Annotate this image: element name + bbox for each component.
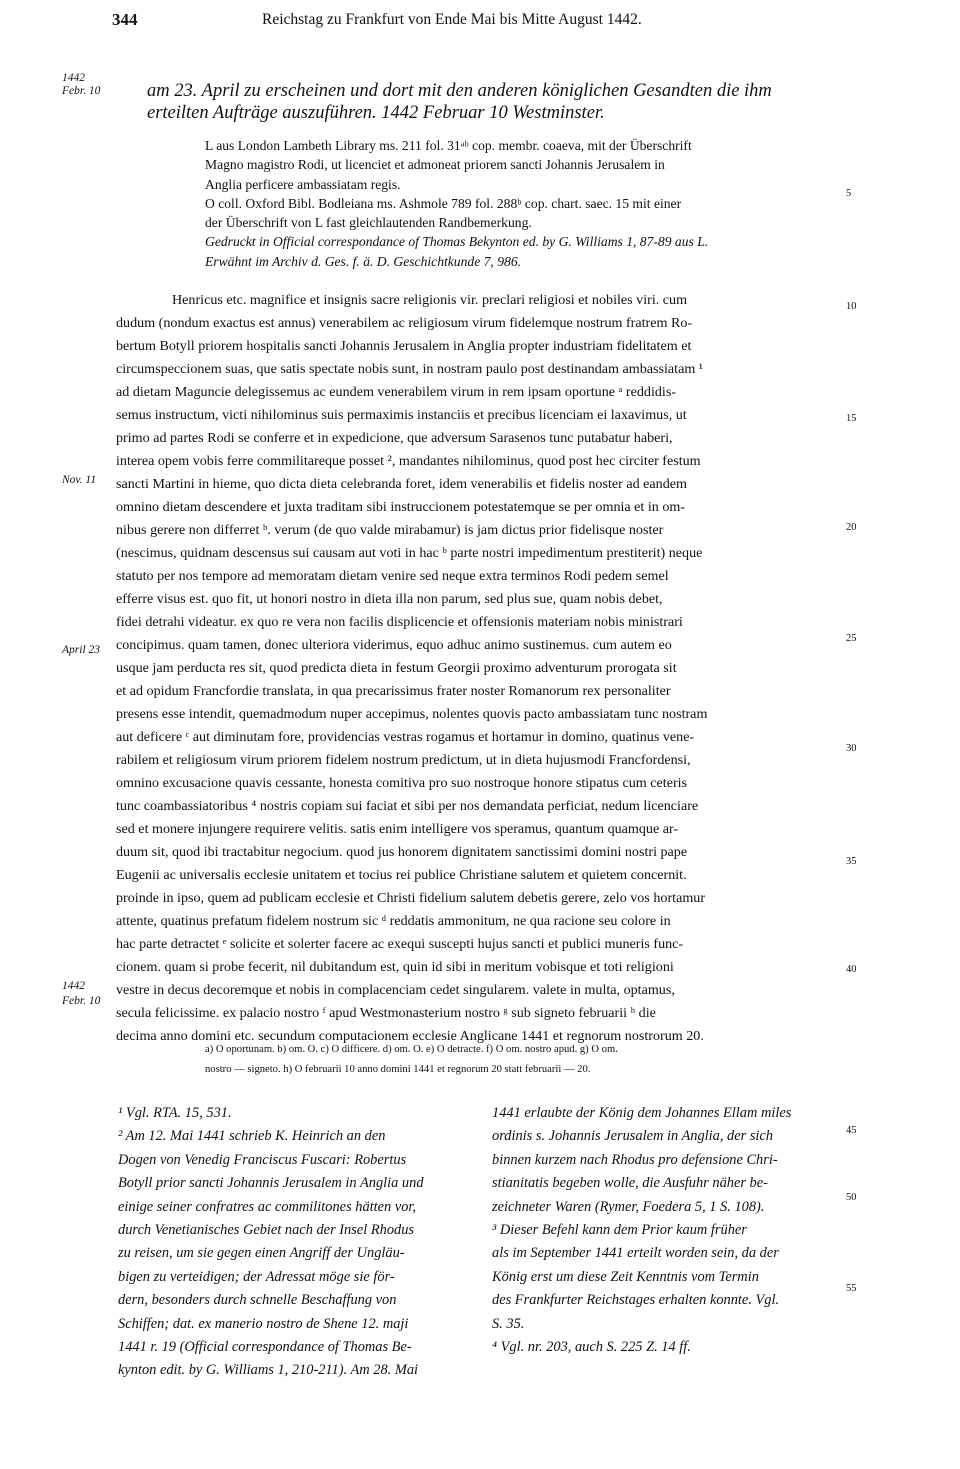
text-line: interea opem vobis ferre commilitareque posset ², mandantes nihilominus, quod post hec circiter festum xyxy=(116,453,701,469)
footnote-line: zu reisen, um sie gegen einen Angriff der Ungläu- xyxy=(118,1245,405,1262)
text-line: presens esse intendit, quemadmodum nuper accepimus, nolentes quovis pacto ambassiatam tunc nostram xyxy=(116,706,708,722)
text-line: bertum Botyll priorem hospitalis sancti Johannis Jerusalem in Anglia propter industriam fidelitatem et xyxy=(116,338,692,354)
margin-date: Febr. 10 xyxy=(62,85,101,97)
text-line: usque jam perducta res sit, quod predicta dieta in festum Georgii proximo adventurum prorogata sit xyxy=(116,660,677,676)
footnotes-left-column xyxy=(118,1102,478,1383)
footnote-line: kynton edit. by G. Williams 1, 210-211). Am 28. Mai xyxy=(118,1362,419,1379)
text-line: statuto per nos tempore ad memoratam dietam venire sed neque extra terminos Rodi pedem semel xyxy=(116,568,669,584)
footnote-line: Dogen von Venedig Franciscus Fuscari: Robertus xyxy=(118,1151,407,1168)
text-line: omnino excusacione quavis cessante, honesta comitiva pro suo nostroque honore stipatus cum ceteris xyxy=(116,775,688,791)
text-line: concipimus. quam tamen, donec ulteriora viderimus, equo adhuc animo sustinemus. cum autem eo xyxy=(116,637,672,653)
text-line: secula felicissime. ex palacio nostro ᶠ apud Westmonasterium nostro ᵍ sub signeto februarii ʰ die xyxy=(116,1005,656,1021)
page-number: 344 xyxy=(112,10,138,29)
summary-line: am 23. April zu erscheinen und dort mit den anderen königlichen Gesandten die ihm xyxy=(147,81,772,101)
document-summary xyxy=(147,80,847,124)
footnote-line: einige seiner confratres ac commilitones hätten vor, xyxy=(118,1198,417,1215)
running-title: Reichstag zu Frankfurt von Ende Mai bis Mitte August 1442. xyxy=(262,11,642,28)
text-line: (nescimus, quidnam descensus sui causam aut voti in hac ᵇ parte nostri impedimentum prestiterit) neque xyxy=(116,545,703,561)
text-line: semus instructum, victi nihilominus suis permaximis instanciis et precibus licenciam ei laxavimus, ut xyxy=(116,407,687,423)
footnote-line: ² Am 12. Mai 1441 schrieb K. Heinrich an den xyxy=(118,1128,386,1145)
text-line: circumspeccionem suas, que satis spectate nobis sunt, in nostram paulo post destinandam ambassiatam ¹ xyxy=(116,361,704,377)
text-line: Eugenii ac universalis ecclesie unitatem et tocius rei publice Christiane salutem et quietem concernit. xyxy=(116,867,687,883)
source-line: Gedruckt in Official correspondance of Thomas Bekynton ed. by G. Williams 1, 87-89 aus L. xyxy=(205,234,709,250)
summary-line: erteilten Aufträge auszuführen. 1442 Februar 10 Westminster. xyxy=(147,103,605,123)
footnote-line: ¹ Vgl. RTA. 15, 531. xyxy=(118,1105,232,1121)
line-number: 35 xyxy=(846,856,857,867)
line-number: 25 xyxy=(846,633,857,644)
line-number: 45 xyxy=(846,1125,857,1136)
text-line: tunc coambassiatoribus ⁴ nostris copiam sui faciat et sibi per nos demandata perficiat, nedum licenciare xyxy=(116,798,699,814)
line-number: 20 xyxy=(846,522,857,533)
footnote-line: Schiffen; dat. ex manerio nostro de Shene 12. maji xyxy=(118,1315,409,1332)
margin-date: 1442 xyxy=(62,980,85,992)
text-line: Henricus etc. magnifice et insignis sacre religionis vir. preclari religiosi et nobiles viri. cum xyxy=(172,292,688,308)
text-line: attente, quatinus prefatum fidelem nostrum sic ᵈ reddatis ammonitum, ne qua racione seu colore in xyxy=(116,913,671,929)
footnote-line: S. 35. xyxy=(492,1315,525,1332)
footnote-line: zeichneter Waren (Rymer, Foedera 5, 1 S. 108). xyxy=(492,1198,765,1215)
footnote-line: 1441 erlaubte der König dem Johannes Ellam miles xyxy=(492,1105,792,1121)
apparatus-line: nostro — signeto. h) O februarii 10 anno domini 1441 et regnorum 20 statt februarii — 20. xyxy=(205,1064,591,1075)
text-line: primo ad partes Rodi se conferre et in expedicione, que adversum Sarasenos tunc putabatur haberi, xyxy=(116,430,673,446)
footnote-line: des Frankfurter Reichstages erhalten konnte. Vgl. xyxy=(492,1292,780,1309)
footnote-line: König erst um diese Zeit Kenntnis vom Termin xyxy=(492,1268,759,1285)
text-line: sancti Martini in hieme, quo dicta dieta celebranda foret, idem venerabilis et fidelis noster ad eandem xyxy=(116,476,687,492)
text-line: aut deficere ᶜ aut diminutam fore, providencias vestras rogamus et hortamur in domino, quatinus vene- xyxy=(116,729,695,745)
text-line: rabilem et religiosum virum priorem fidelem nostrum predictum, ut in dieta hujusmodi Francfordensi, xyxy=(116,752,691,768)
source-description xyxy=(205,136,845,271)
text-line: ad dietam Maguncie delegissemus ac eundem venerabilem virum in rem ipsam oportune ᵃ reddidis- xyxy=(116,384,676,400)
margin-date: April 23 xyxy=(62,644,101,656)
line-number: 5 xyxy=(846,188,852,199)
footnote-line: ordinis s. Johannis Jerusalem in Anglia, der sich xyxy=(492,1128,774,1145)
page-header xyxy=(0,10,960,40)
text-line: hac parte detractet ᵉ solicite et solerter facere ac exequi suscepti hujus sancti et publici muneris func- xyxy=(116,936,684,952)
line-number: 55 xyxy=(846,1283,857,1294)
text-line: decima anno domini etc. secundum computacionem ecclesie Anglicane 1441 et regnorum nostrorum 20. xyxy=(116,1028,704,1044)
margin-date: Nov. 11 xyxy=(62,474,97,486)
margin-date: Febr. 10 xyxy=(62,995,101,1007)
line-number: 10 xyxy=(846,301,857,312)
text-line: et ad opidum Francfordie translata, in qua precarissimus frater noster Romanorum rex personaliter xyxy=(116,683,671,699)
text-line: vestre in decus decoremque et nobis in complacenciam cedet singularem. valete in multa, optamus, xyxy=(116,982,675,998)
apparatus-line: a) O oportunam. b) om. O. c) O difficere. d) om. O. e) O detracte. f) O om. nostro apud. g) O om. xyxy=(205,1044,618,1055)
text-line: dudum (nondum exactus est annus) venerabilem ac religiosum virum fidelemque nostrum fratrem Ro- xyxy=(116,315,693,331)
source-line: Erwähnt im Archiv d. Ges. f. ä. D. Geschichtkunde 7, 986. xyxy=(205,253,522,269)
footnote-line: Botyll prior sancti Johannis Jerusalem in Anglia und xyxy=(118,1175,424,1192)
source-line: L aus London Lambeth Library ms. 211 fol. 31ᵃᵇ cop. membr. coaeva, mit der Überschrift xyxy=(205,138,692,153)
text-line: omnino dietam descendere et juxta traditam sibi instruccionem potestatemque se per omnia et in om- xyxy=(116,499,686,515)
footnote-line: stianitatis begeben wolle, die Ausfuhr näher be- xyxy=(492,1175,768,1192)
text-line: nibus gerere non differret ᵇ. verum (de quo valde mirabamur) is jam dictus prior fidelisque noster xyxy=(116,522,664,538)
source-line: Magno magistro Rodi, ut licenciet et admoneat priorem sancti Johannis Jerusalem in xyxy=(205,157,665,173)
footnote-line: ³ Dieser Befehl kann dem Prior kaum früher xyxy=(492,1222,747,1239)
critical-apparatus xyxy=(205,1040,845,1080)
text-line: sed et monere injungere requirere velitis. satis enim intelligere vos speramus, quantum quamque ar- xyxy=(116,821,679,837)
footnotes-right-column xyxy=(492,1102,850,1359)
footnote-line: als im September 1441 erteilt worden sein, da der xyxy=(492,1245,779,1262)
line-number: 50 xyxy=(846,1192,857,1203)
line-number: 40 xyxy=(846,964,857,975)
margin-date: 1442 xyxy=(62,72,85,84)
footnote-line: 1441 r. 19 (Official correspondance of Thomas Be- xyxy=(118,1339,412,1356)
footnote-line: dern, besonders durch schnelle Beschaffung von xyxy=(118,1292,397,1309)
footnote-line: bigen zu verteidigen; der Adressat möge sie för- xyxy=(118,1268,395,1285)
text-line: efferre visus est. quo fit, ut honori nostro in dieta illa non parum, sed plus sue, quam nobis debet, xyxy=(116,591,663,607)
source-line: der Überschrift von L fast gleichlautenden Randbemerkung. xyxy=(205,215,532,231)
line-number: 15 xyxy=(846,413,857,424)
source-line: O coll. Oxford Bibl. Bodleiana ms. Ashmole 789 fol. 288ᵇ cop. chart. saec. 15 mit einer xyxy=(205,195,682,211)
text-line: fidei detrahi videatur. ex quo re vera non facilis displicencie et offensionis materiam nobis ministrari xyxy=(116,614,683,630)
text-line: cionem. quam si probe fecerit, nil dubitandum est, quin id sibi in meritum vobisque et toti religioni xyxy=(116,959,674,975)
footnote-line: binnen kurzem nach Rhodus pro defensione Chri- xyxy=(492,1151,778,1168)
text-line: proinde in ipso, quem ad publicam ecclesie et Christi fidelium salutem debetis gerere, zelo vos hortamur xyxy=(116,890,706,906)
line-number: 30 xyxy=(846,743,857,754)
text-line: duum sit, quod ibi tractabitur negocium. quod jus honorem dignitatem sanctissimi domini nostri pape xyxy=(116,844,688,860)
footnote-line: ⁴ Vgl. nr. 203, auch S. 225 Z. 14 ff. xyxy=(492,1339,691,1356)
source-line: Anglia perficere ambassiatam regis. xyxy=(205,176,401,192)
letter-text xyxy=(116,289,846,1048)
footnote-line: durch Venetianisches Gebiet nach der Insel Rhodus xyxy=(118,1222,415,1239)
